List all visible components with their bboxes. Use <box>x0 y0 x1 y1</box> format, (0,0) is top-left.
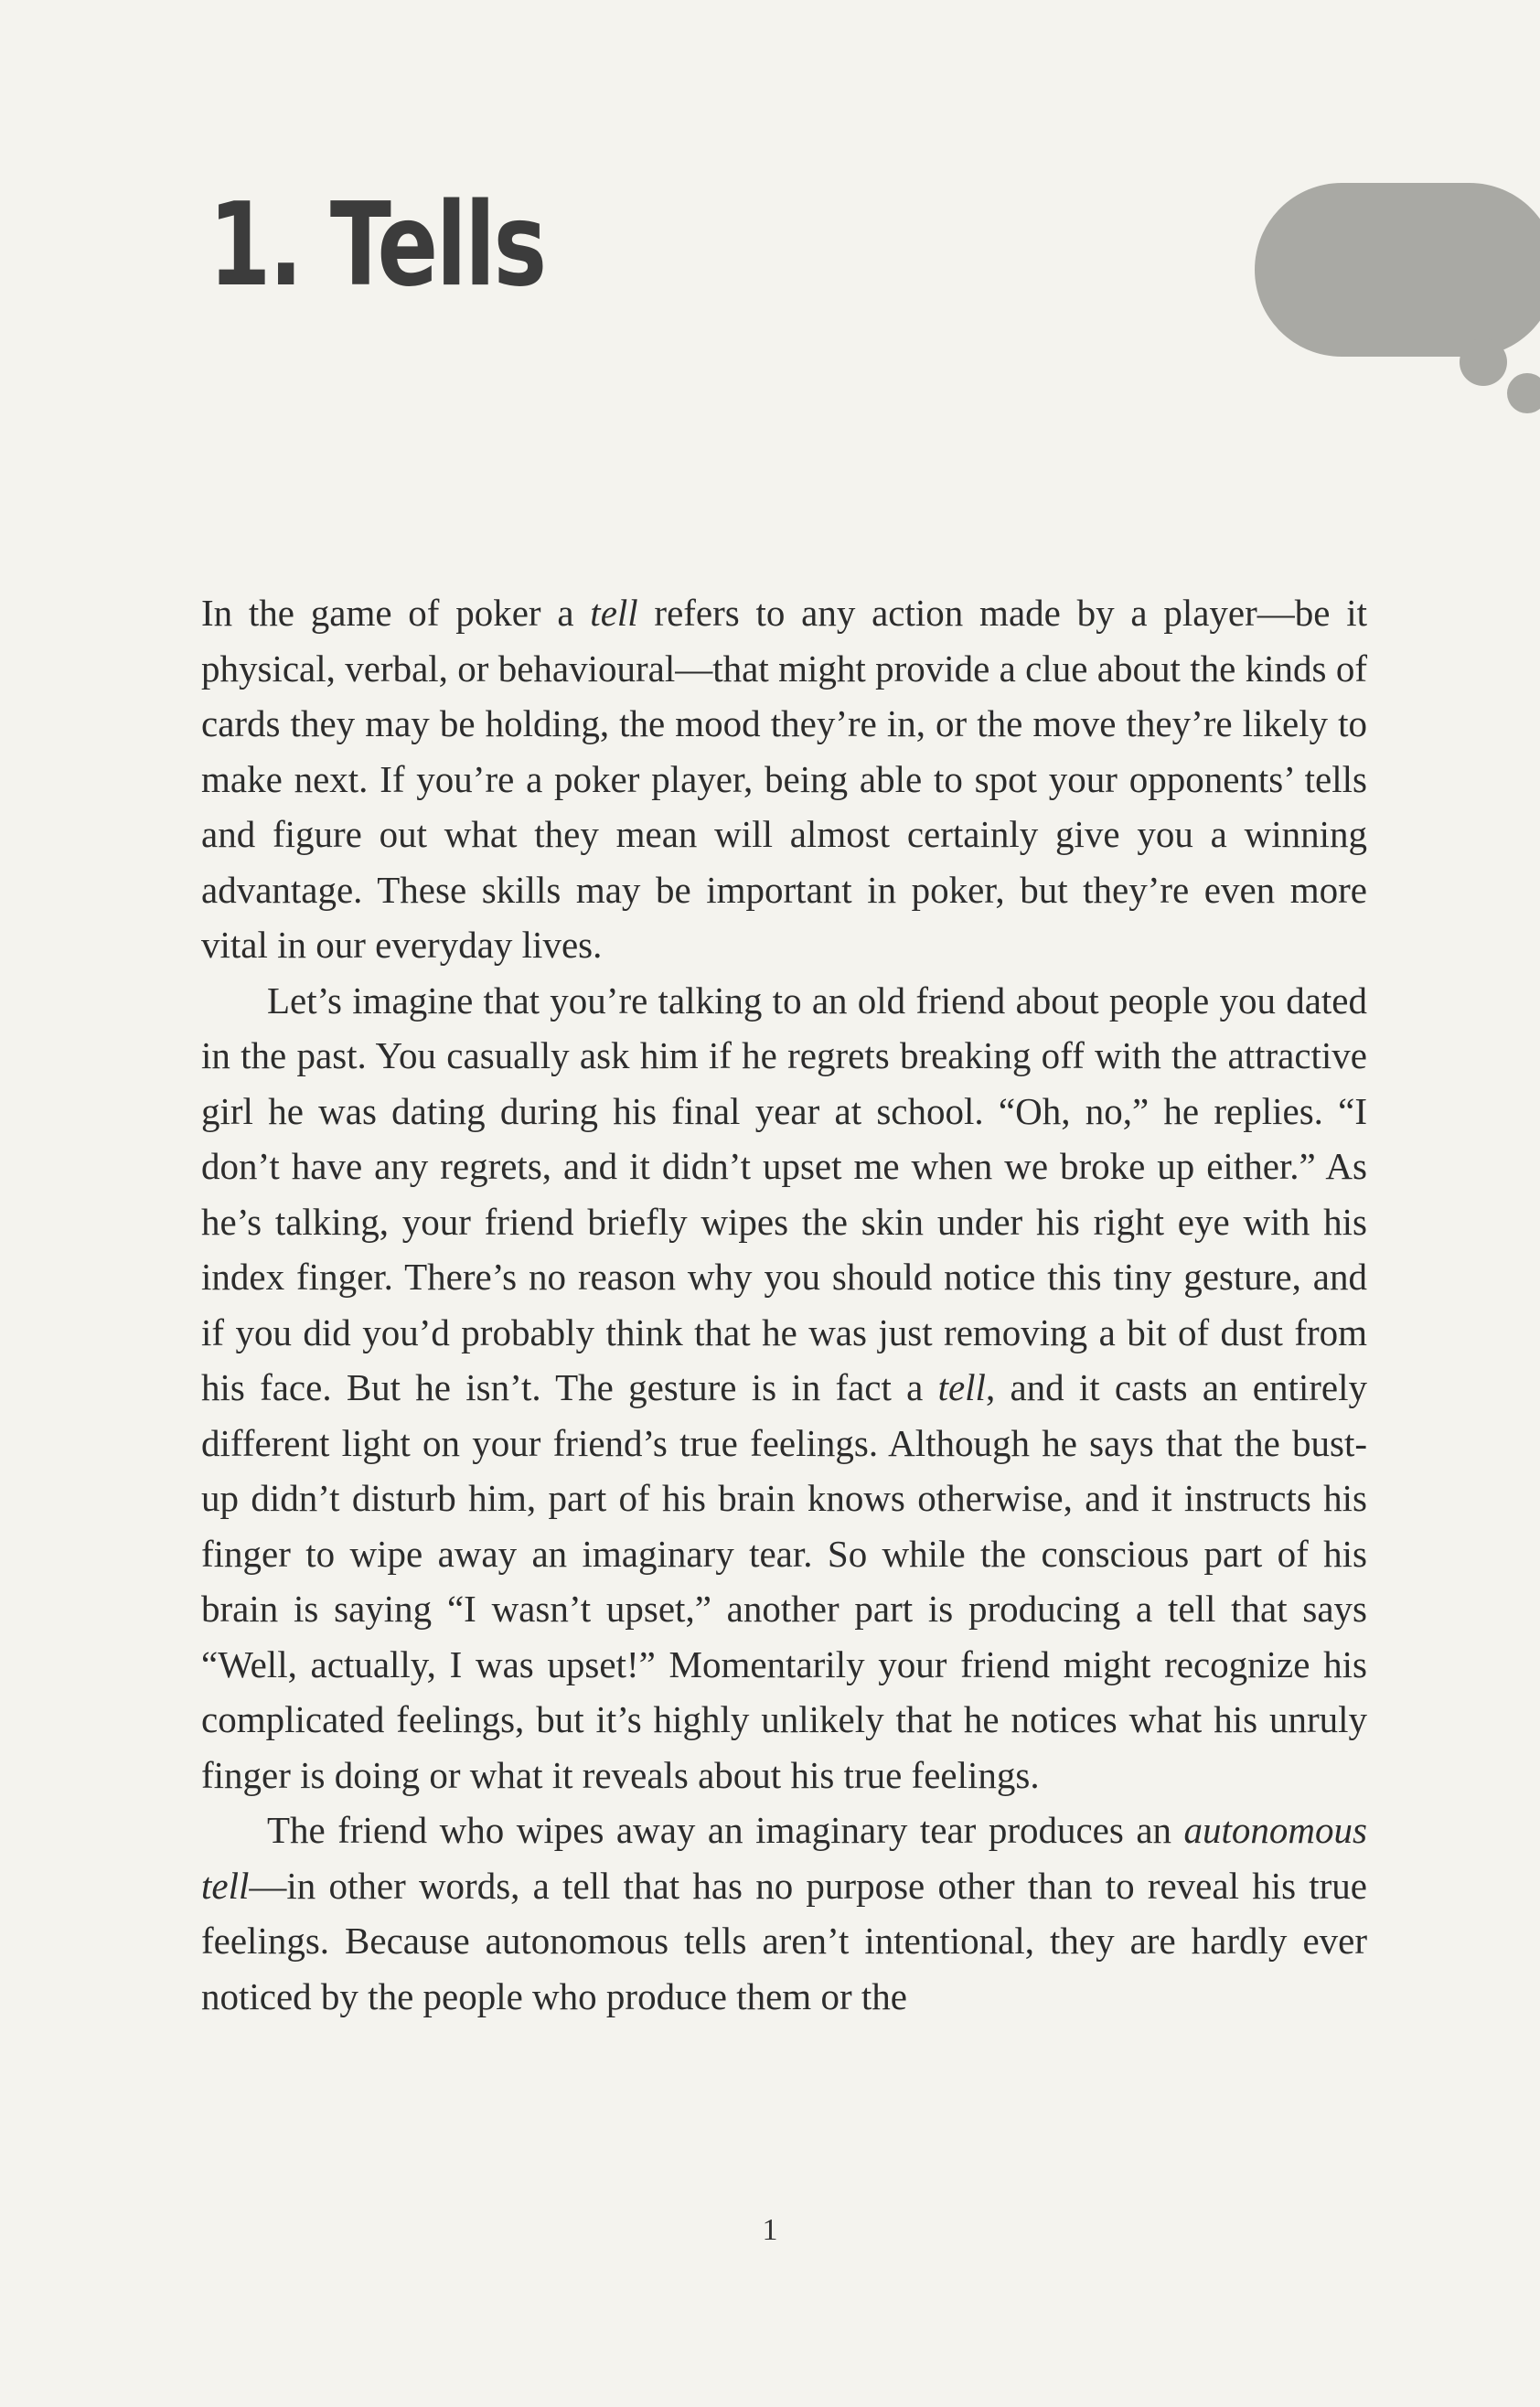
thought-bubble-graphic <box>1255 183 1540 357</box>
text-run: refers to any action made by a player—be it physical, verbal, or behavioural—that might provide a clue about the kinds of cards they may be holding, the mood they’re in, or the move they’re likely to make next. If you’re a poker player, being able to spot your opponents’ tells and figure out what they mean will almost certainly give you a winning advantage. These skills may be important in poker, but they’re even more vital in our everyday lives. <box>201 592 1367 966</box>
paragraph <box>201 585 1367 973</box>
chapter-title: 1. Tells <box>209 177 545 312</box>
italic-term: autonomous tell <box>201 1809 1367 1907</box>
body-text <box>201 585 1367 2024</box>
paragraph <box>201 1803 1367 2024</box>
page-number: 1 <box>762 2213 778 2247</box>
paragraph <box>201 973 1367 1803</box>
thought-bubble-dot <box>1460 338 1507 386</box>
thought-bubble-small-dot <box>1507 373 1540 413</box>
text-run: , and it casts an entirely different light on your friend’s true feelings. Although he says that the bust-up didn’t disturb him, part of his brain knows otherwise, and it instructs his finger to wipe away an imaginary tear. So while the conscious part of his brain is saying “I wasn’t upset,” another part is producing a tell that says “Well, actually, I was upset!” Momentarily your friend might recognize his complicated feelings, but it’s highly unlikely that he notices what his unruly finger is doing or what it reveals about his true feelings. <box>201 1366 1367 1796</box>
text-run: In the game of poker a <box>201 592 591 634</box>
italic-term: tell <box>590 592 638 634</box>
italic-term: tell <box>937 1366 986 1408</box>
text-run: —in other words, a tell that has no purpose other than to reveal his true feelings. Because autonomous tells aren’t intentional, they are hardly ever noticed by the people who produce them or the <box>201 1864 1367 2017</box>
text-run: Let’s imagine that you’re talking to an old friend about people you dated in the past. You casually ask him if he regrets breaking off with the attractive girl he was dating during his final year at school. “Oh, no,” he replies. “I don’t have any regrets, and it didn’t upset me when we broke up either.” As he’s talking, your friend briefly wipes the skin under his right eye with his index finger. There’s no reason why you should notice this tiny gesture, and if you did you’d probably think that he was just removing a bit of dust from his face. But he isn’t. The gesture is in fact a <box>201 979 1367 1408</box>
text-run: The friend who wipes away an imaginary tear produces an <box>267 1809 1184 1851</box>
